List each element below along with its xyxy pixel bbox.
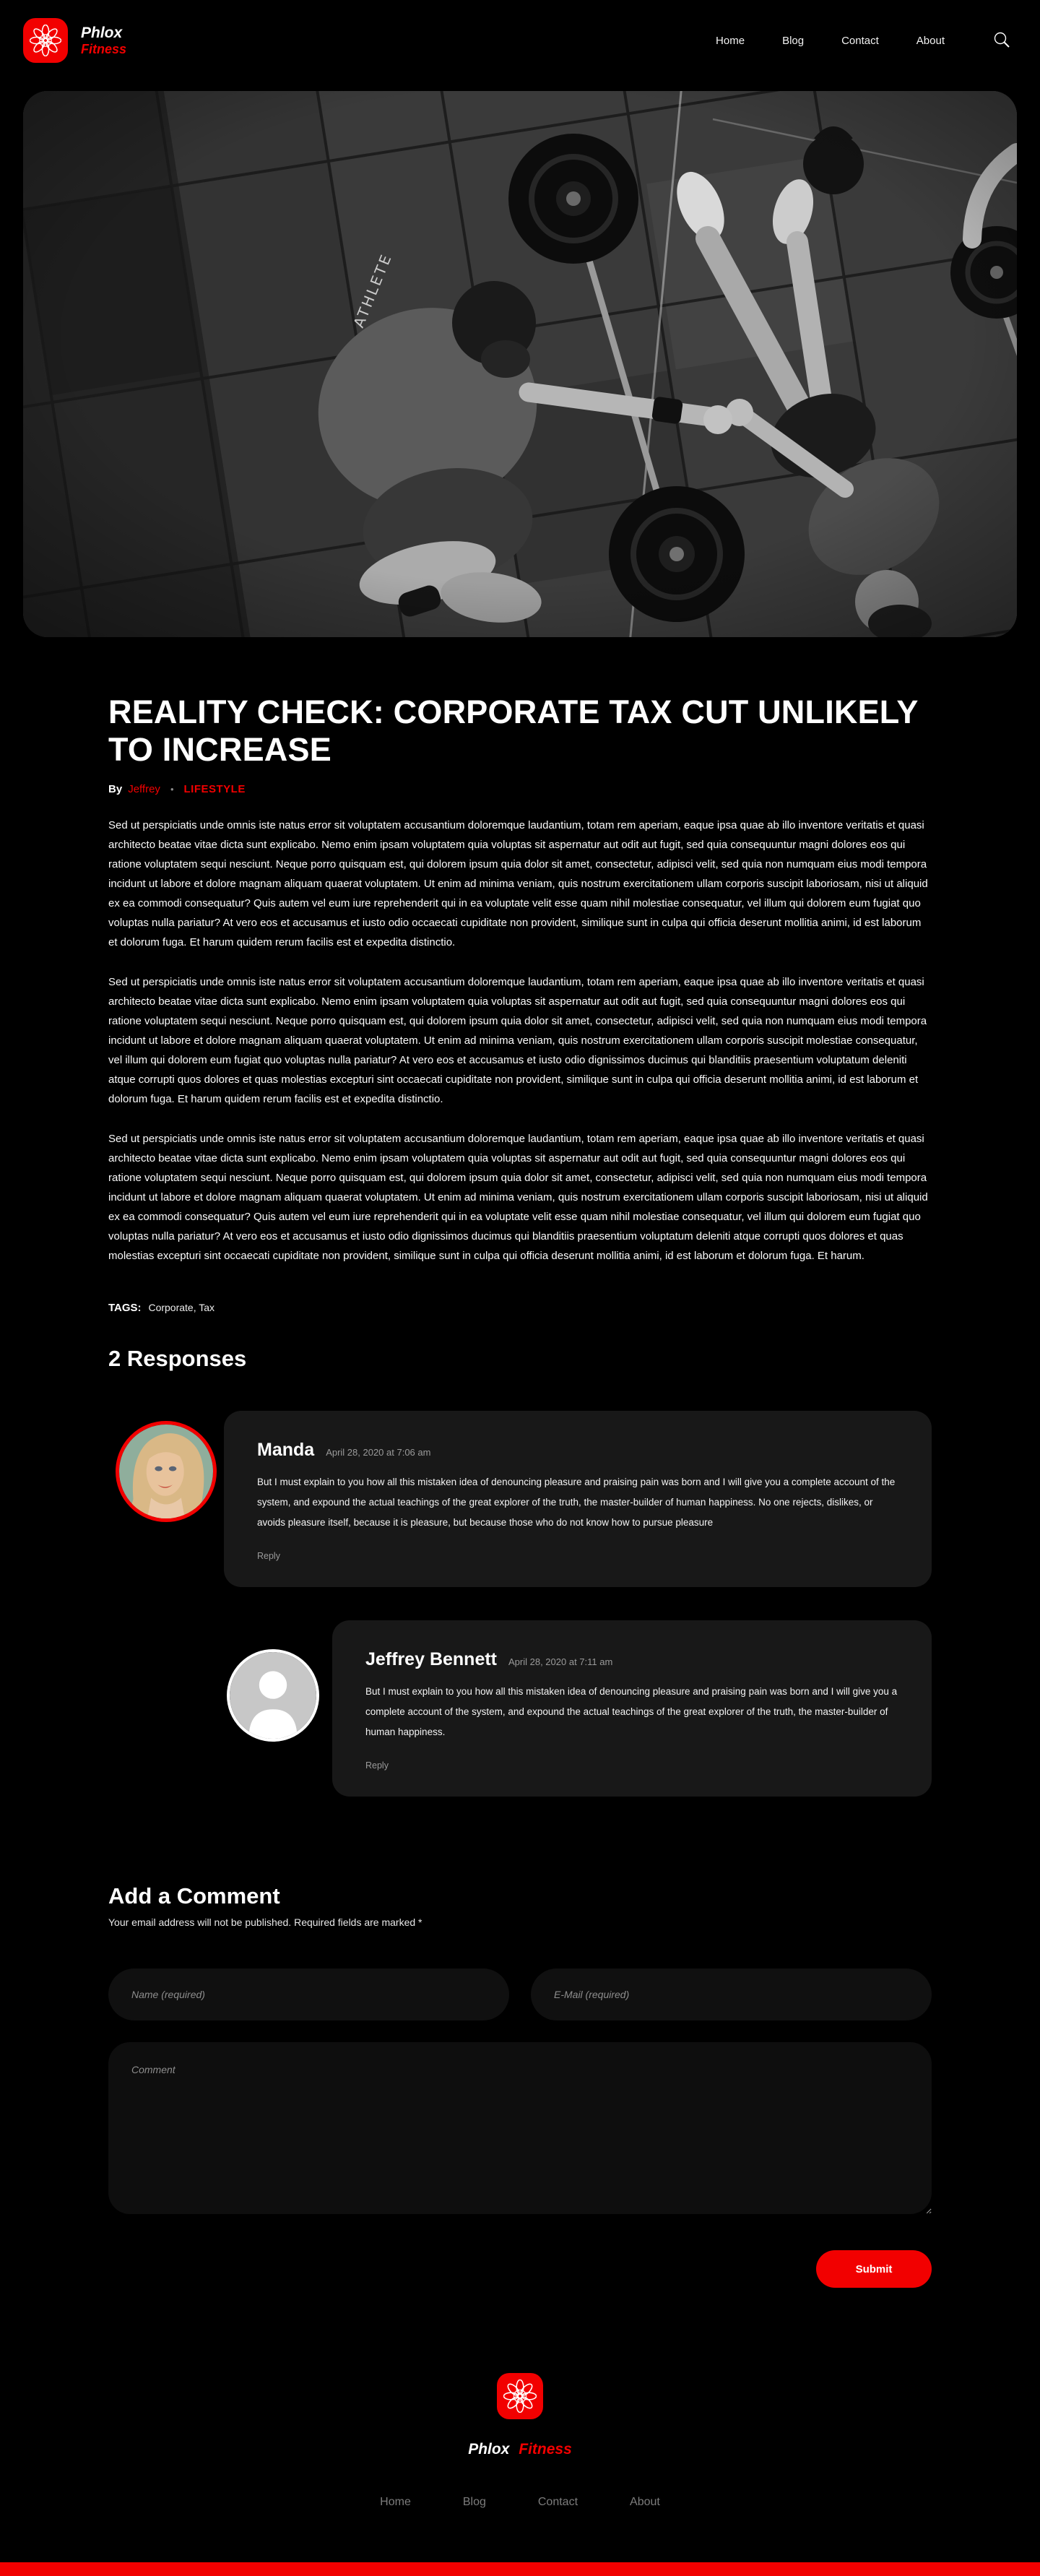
comment-date: April 28, 2020 at 7:11 am xyxy=(508,1656,613,1668)
comment-author: Manda xyxy=(257,1440,315,1461)
footer-nav-blog[interactable]: Blog xyxy=(462,2496,486,2509)
footer-nav-about[interactable]: About xyxy=(630,2496,660,2509)
site-logo[interactable] xyxy=(23,18,126,63)
footer-nav xyxy=(380,2496,660,2509)
footer-site-title: Phlox xyxy=(468,2441,510,2458)
article-paragraph: Sed ut perspiciatis unde omnis iste natus error sit voluptatem accusantium doloremque laudantium, totam rem aperiam, eaque ipsa quae ab illo inventore veritatis et quasi architecto beatae vitae dicta sunt explicabo. Nemo enim ipsam voluptatem quia voluptas sit aspernatur aut odit aut fugit, sed quia consequuntur magni dolores eos qui ratione voluptatem sequi nesciunt. Neque porro quisquam est, qui dolorem ipsum quia dolor sit amet, consectetur, adipisci velit, sed quia non numquam eius modi tempora incidunt ut labore et dolore magnam aliquam quaerat voluptatem. Ut enim ad minima veniam, quis nostrum exercitationem ullam corporis suscipit laboriosam, nisi ut aliquid ex ea commodi consequatur? Quis autem vel eum iure reprehenderit qui in ea voluptate velit esse quam nihil molestiae consequatur, vel illum qui dolorem eum fugiat quo voluptas nulla pariatur? At vero eos et accusamus et iusto odio dignissimos ducimus qui blanditiis praesentium voluptatum deleniti atque corrupti quos dolores et quas molestias excepturi sint occaecati cupiditate non provident, similique sunt in culpa qui officia deserunt mollitia animi, id est laborum et dolorum fuga. Et harum. xyxy=(108,1133,928,1263)
comment-date: April 28, 2020 at 7:06 am xyxy=(326,1447,431,1458)
byline-separator: • xyxy=(170,784,174,795)
site-title: Phlox xyxy=(81,24,123,41)
tags-row xyxy=(108,1302,932,1314)
footer-accent-bar xyxy=(0,2562,1040,2576)
footer-flower-logo-icon[interactable] xyxy=(497,2373,543,2419)
comment-form-heading: Add a Comment xyxy=(108,1883,280,1909)
avatar xyxy=(116,1421,217,1522)
tag-links[interactable]: Corporate, Tax xyxy=(148,1302,215,1314)
category-link[interactable]: LIFESTYLE xyxy=(183,783,246,796)
search-icon[interactable] xyxy=(992,31,1011,50)
comment-form xyxy=(108,1968,932,2288)
site-subtitle: Fitness xyxy=(81,41,127,56)
footer-nav-contact[interactable]: Contact xyxy=(537,2496,578,2509)
comment-field[interactable] xyxy=(108,2042,932,2214)
name-field[interactable] xyxy=(108,1968,509,2020)
reply-link[interactable]: Reply xyxy=(257,1551,280,1562)
article xyxy=(108,637,932,2288)
hero-image xyxy=(23,91,1017,637)
page-title: REALITY CHECK: CORPORATE TAX CUT UNLIKELY TO INCREASE xyxy=(108,693,918,769)
submit-button[interactable]: Submit xyxy=(816,2250,932,2288)
article-paragraph: Sed ut perspiciatis unde omnis iste natus error sit voluptatem accusantium doloremque laudantium, totam rem aperiam, eaque ipsa quae ab illo inventore veritatis et quasi architecto beatae vitae dicta sunt explicabo. Nemo enim ipsam voluptatem quia voluptas sit aspernatur aut odit aut fugit, sed quia consequuntur magni dolores eos qui ratione voluptatem sequi nesciunt. Neque porro quisquam est, qui dolorem ipsum quia dolor sit amet, consectetur, adipisci velit, sed quia non numquam eius modi tempora incidunt ut labore et dolore magnam aliquam quaerat voluptatem. Ut enim ad minima veniam, quis nostrum exercitationem ullam corporis suscipit laboriosam, nisi ut aliquid ex ea commodi consequatur? Quis autem vel eum iure reprehenderit qui in ea voluptate velit esse quam nihil molestiae consequatur, vel illum qui dolorem eum fugiat quo voluptas nulla pariatur? At vero eos et accusamus et iusto odio occaecati cupiditate non provident, similique sunt in culpa qui officia deserunt mollitia animi, id est laborum et dolorum fuga. Et harum quidem rerum facilis est et expedita distinctio. xyxy=(108,819,928,949)
comment-card xyxy=(332,1620,932,1797)
responses-heading: 2 Responses xyxy=(108,1346,247,1372)
footer-logo-text xyxy=(468,2441,572,2458)
main-nav xyxy=(716,31,1011,50)
footer-site-subtitle: Fitness xyxy=(519,2441,572,2458)
nav-blog[interactable]: Blog xyxy=(782,34,805,47)
flower-logo-icon xyxy=(23,18,68,63)
comment-author: Jeffrey Bennett xyxy=(365,1649,497,1670)
avatar-placeholder xyxy=(227,1649,319,1742)
comment-text: But I must explain to you how all this mistaken idea of denouncing pleasure and praising pain was born and I will give you a complete account of the system, and expound the actual teachings of the great explorer of the truth, the master-builder of human happiness. xyxy=(365,1686,898,1737)
footer-nav-home[interactable]: Home xyxy=(380,2496,411,2509)
byline xyxy=(108,783,932,795)
nav-contact[interactable]: Contact xyxy=(841,34,879,47)
comment-card xyxy=(224,1411,932,1587)
comment-item xyxy=(224,1411,932,1587)
reply-link[interactable]: Reply xyxy=(365,1760,389,1771)
comment-text: But I must explain to you how all this mistaken idea of denouncing pleasure and praising pain was born and I will give you a complete account of the system, and expound the actual teachings of the great explorer of the truth, the master-builder of human happiness. No one rejects, dislikes, or avoids pleasure itself, because it is pleasure, but because those who do not know how to pursue pleasure xyxy=(257,1477,896,1528)
site-logo-text xyxy=(81,25,126,57)
author-link[interactable]: Jeffrey xyxy=(128,783,160,796)
comment-form-note: Your email address will not be published. Required fields are marked * xyxy=(108,1916,422,1929)
email-field[interactable] xyxy=(531,1968,932,2020)
nav-about[interactable]: About xyxy=(916,34,945,47)
article-paragraph: Sed ut perspiciatis unde omnis iste natus error sit voluptatem accusantium doloremque laudantium, totam rem aperiam, eaque ipsa quae ab illo inventore veritatis et quasi architecto beatae vitae dicta sunt explicabo. Nemo enim ipsam voluptatem quia voluptas sit aspernatur aut odit aut fugit, sed quia consequuntur magni dolores eos qui ratione voluptatem sequi nesciunt. Neque porro quisquam est, qui dolorem ipsum quia dolor sit amet, consectetur, adipisci velit, sed quia non numquam eius modi tempora incidunt ut labore et dolore magnam aliquam quaerat voluptatem. Ut enim ad minima veniam, quis nostrum exercitationem ullam corporis suscipit molestiae consequatur, vel illum qui dolorem eum fugiat quo voluptas nulla pariatur? At vero eos et accusamus et iusto odio dignissimos ducimus qui blanditiis praesentium voluptatum deleniti atque corrupti quos dolores et quas molestias excepturi sint occaecati cupiditate non provident, similique sunt in culpa qui officia deserunt mollitia animi, id est laborum et dolorum fuga. Et harum quidem rerum facilis est et expedita distinctio. xyxy=(108,976,927,1106)
tags-label: TAGS: xyxy=(108,1302,142,1315)
byline-prefix: By xyxy=(108,783,123,796)
site-header xyxy=(0,0,1040,81)
site-footer xyxy=(0,2373,1040,2576)
nav-home[interactable]: Home xyxy=(716,34,745,47)
comment-item-reply xyxy=(332,1620,932,1797)
